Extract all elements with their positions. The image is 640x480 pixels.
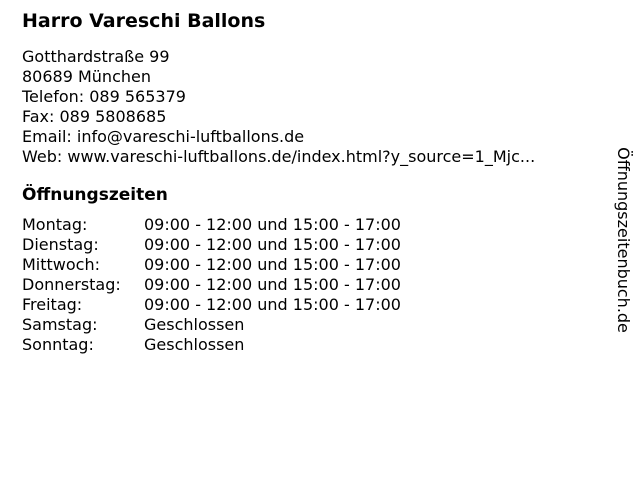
hours-row-tuesday [22, 235, 610, 255]
time-value: 09:00 - 12:00 und 15:00 - 17:00 [144, 255, 401, 274]
day-label: Freitag: [22, 295, 83, 314]
address-street: Gotthardstraße 99 [22, 47, 170, 66]
time-value: 09:00 - 12:00 und 15:00 - 17:00 [144, 235, 401, 254]
hours-row-wednesday [22, 255, 610, 275]
email-line[interactable]: Email: info@vareschi-luftballons.de [22, 127, 305, 146]
day-label: Dienstag: [22, 235, 99, 254]
site-watermark: Öffnungszeitenbuch.de [614, 147, 633, 333]
day-label: Montag: [22, 215, 88, 234]
web-line[interactable]: Web: www.vareschi-luftballons.de/index.html?y_source=1_Mjc... [22, 147, 536, 166]
time-value: 09:00 - 12:00 und 15:00 - 17:00 [144, 295, 401, 314]
hours-row-sunday [22, 335, 610, 355]
day-label: Mittwoch: [22, 255, 100, 274]
day-label: Sonntag: [22, 335, 94, 354]
phone-line: Telefon: 089 565379 [22, 87, 186, 106]
opening-hours-heading: Öffnungszeiten [22, 185, 168, 205]
fax-line: Fax: 089 5808685 [22, 107, 167, 126]
address-city: 80689 München [22, 67, 151, 86]
day-label: Donnerstag: [22, 275, 121, 294]
hours-row-friday [22, 295, 610, 315]
time-value: Geschlossen [144, 315, 245, 334]
content-area [22, 10, 610, 355]
business-name: Harro Vareschi Ballons [22, 10, 266, 32]
hours-row-saturday [22, 315, 610, 335]
contact-block [22, 47, 610, 167]
time-value: 09:00 - 12:00 und 15:00 - 17:00 [144, 215, 401, 234]
day-label: Samstag: [22, 315, 98, 334]
time-value: Geschlossen [144, 335, 245, 354]
hours-row-monday [22, 215, 610, 235]
opening-hours-table [22, 215, 610, 355]
time-value: 09:00 - 12:00 und 15:00 - 17:00 [144, 275, 401, 294]
hours-row-thursday [22, 275, 610, 295]
